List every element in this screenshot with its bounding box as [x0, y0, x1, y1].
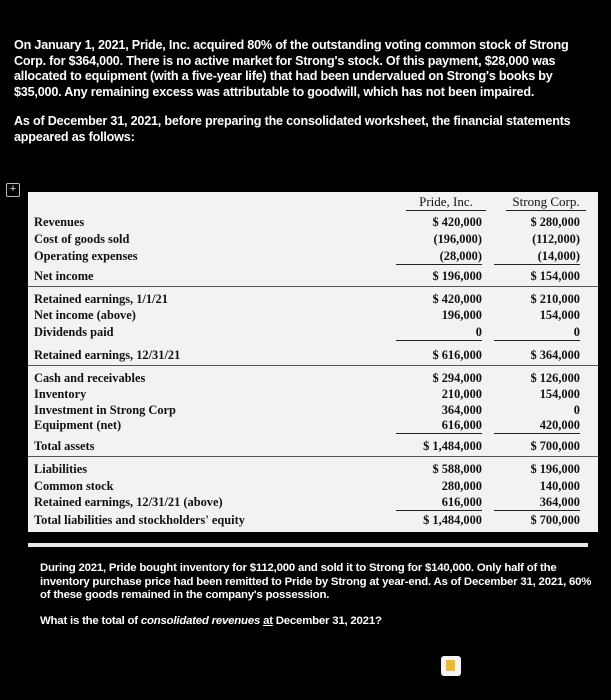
pride-value: $ 294,000: [432, 371, 482, 385]
table-row: [28, 324, 598, 341]
strong-value: $ 210,000: [530, 292, 580, 306]
row-label: Liabilities: [34, 462, 88, 476]
table-row: [28, 291, 598, 308]
row-label: Revenues: [34, 215, 85, 229]
row-label: Total liabilities and stockholders' equity: [34, 513, 245, 527]
pride-value: (196,000): [433, 232, 482, 246]
table-row: [28, 438, 598, 455]
pride-value: 0: [396, 325, 482, 341]
intro-paragraph-1: On January 1, 2021, Pride, Inc. acquired 80% of the outstanding voting common stock of Strong Corp. for $364,000. There is no active market for Strong's stock. Of this payment, $28,000 was allocated to equipment (with a five-year life) that had been undervalued on Strong's books by $35,000. Any remaining excess was attributable to goodwill, which has not been impaired.: [14, 38, 569, 99]
strong-value: $ 154,000: [530, 269, 580, 283]
strong-value: 420,000: [494, 418, 580, 434]
strong-value: 364,000: [494, 495, 580, 511]
row-label: Total assets: [34, 439, 95, 453]
row-label: Common stock: [34, 479, 114, 493]
header-pride: Pride, Inc.: [406, 194, 486, 211]
pride-value: 616,000: [396, 495, 482, 511]
table-row: [28, 386, 598, 403]
table-row: [28, 268, 598, 285]
divider: [28, 286, 598, 287]
strong-value: $ 364,000: [530, 348, 580, 362]
strong-value: $ 196,000: [530, 462, 580, 476]
horizontal-scrollbar[interactable]: [28, 543, 588, 547]
row-label: Net income: [34, 269, 94, 283]
question-prefix: What is the total of: [40, 614, 141, 627]
question-emphasis: consolidated revenues: [140, 614, 261, 627]
table-row: [28, 478, 598, 495]
table-row: [28, 417, 598, 434]
pride-value: 196,000: [441, 308, 482, 322]
header-strong: Strong Corp.: [506, 194, 586, 211]
divider: [28, 456, 598, 457]
pride-value: $ 196,000: [432, 269, 482, 283]
strong-value: 0: [573, 403, 580, 417]
row-label: Retained earnings, 12/31/21: [34, 348, 181, 362]
table-row: [28, 370, 598, 387]
row-label: Dividends paid: [34, 325, 114, 339]
row-label: Retained earnings, 12/31/21 (above): [34, 495, 223, 509]
strong-value: (14,000): [494, 249, 580, 265]
note-icon[interactable]: [441, 656, 461, 676]
table-row: [28, 214, 598, 231]
strong-value: 154,000: [539, 387, 580, 401]
table-row: [28, 461, 598, 478]
strong-value: 154,000: [539, 308, 580, 322]
expand-icon[interactable]: +: [6, 183, 20, 197]
strong-value: 140,000: [539, 479, 580, 493]
pride-value: $ 1,484,000: [423, 439, 482, 453]
strong-value: (112,000): [532, 232, 580, 246]
pride-value: $ 420,000: [432, 292, 482, 306]
pride-value: 364,000: [441, 403, 482, 417]
row-label: Cost of goods sold: [34, 232, 130, 246]
pride-value: 280,000: [441, 479, 482, 493]
financial-statements-table: [28, 192, 598, 532]
row-label: Operating expenses: [34, 249, 138, 263]
pride-value: $ 1,484,000: [423, 513, 482, 527]
strong-value: $ 700,000: [530, 439, 580, 453]
question-block: [40, 562, 595, 640]
strong-value: $ 126,000: [530, 371, 580, 385]
row-label: Equipment (net): [34, 418, 122, 432]
pride-value: $ 616,000: [432, 348, 482, 362]
divider: [28, 365, 598, 366]
pride-value: $ 588,000: [432, 462, 482, 476]
pride-value: (28,000): [396, 249, 482, 265]
pride-value: $ 420,000: [432, 215, 482, 229]
strong-value: 0: [494, 325, 580, 341]
question-at: at: [263, 614, 273, 627]
pride-value: 210,000: [441, 387, 482, 401]
strong-value: $ 280,000: [530, 215, 580, 229]
question-paragraph-1: During 2021, Pride bought inventory for $112,000 and sold it to Strong for $140,000. Only half of the inventory purchase price had been remitted to Pride by Strong at year-end. As of December 31, 2021, 60% of these goods remained in the company's possession.: [40, 562, 592, 601]
row-label: Net income (above): [34, 308, 136, 322]
row-label: Cash and receivables: [34, 371, 146, 385]
problem-intro: [14, 38, 594, 159]
row-label: Inventory: [34, 387, 87, 401]
table-row: [28, 248, 598, 265]
table-row: [28, 512, 598, 529]
row-label: Retained earnings, 1/1/21: [34, 292, 168, 306]
table-row: [28, 494, 598, 511]
strong-value: $ 700,000: [530, 513, 580, 527]
pride-value: 616,000: [396, 418, 482, 434]
question-suffix: December 31, 2021?: [272, 614, 382, 627]
table-row: [28, 231, 598, 248]
table-row: [28, 347, 598, 364]
intro-paragraph-2: As of December 31, 2021, before preparing the consolidated worksheet, the financial statements appeared as follows:: [14, 114, 571, 144]
table-row: [28, 307, 598, 324]
question-paragraph-2: [40, 615, 595, 629]
row-label: Investment in Strong Corp: [34, 403, 176, 417]
